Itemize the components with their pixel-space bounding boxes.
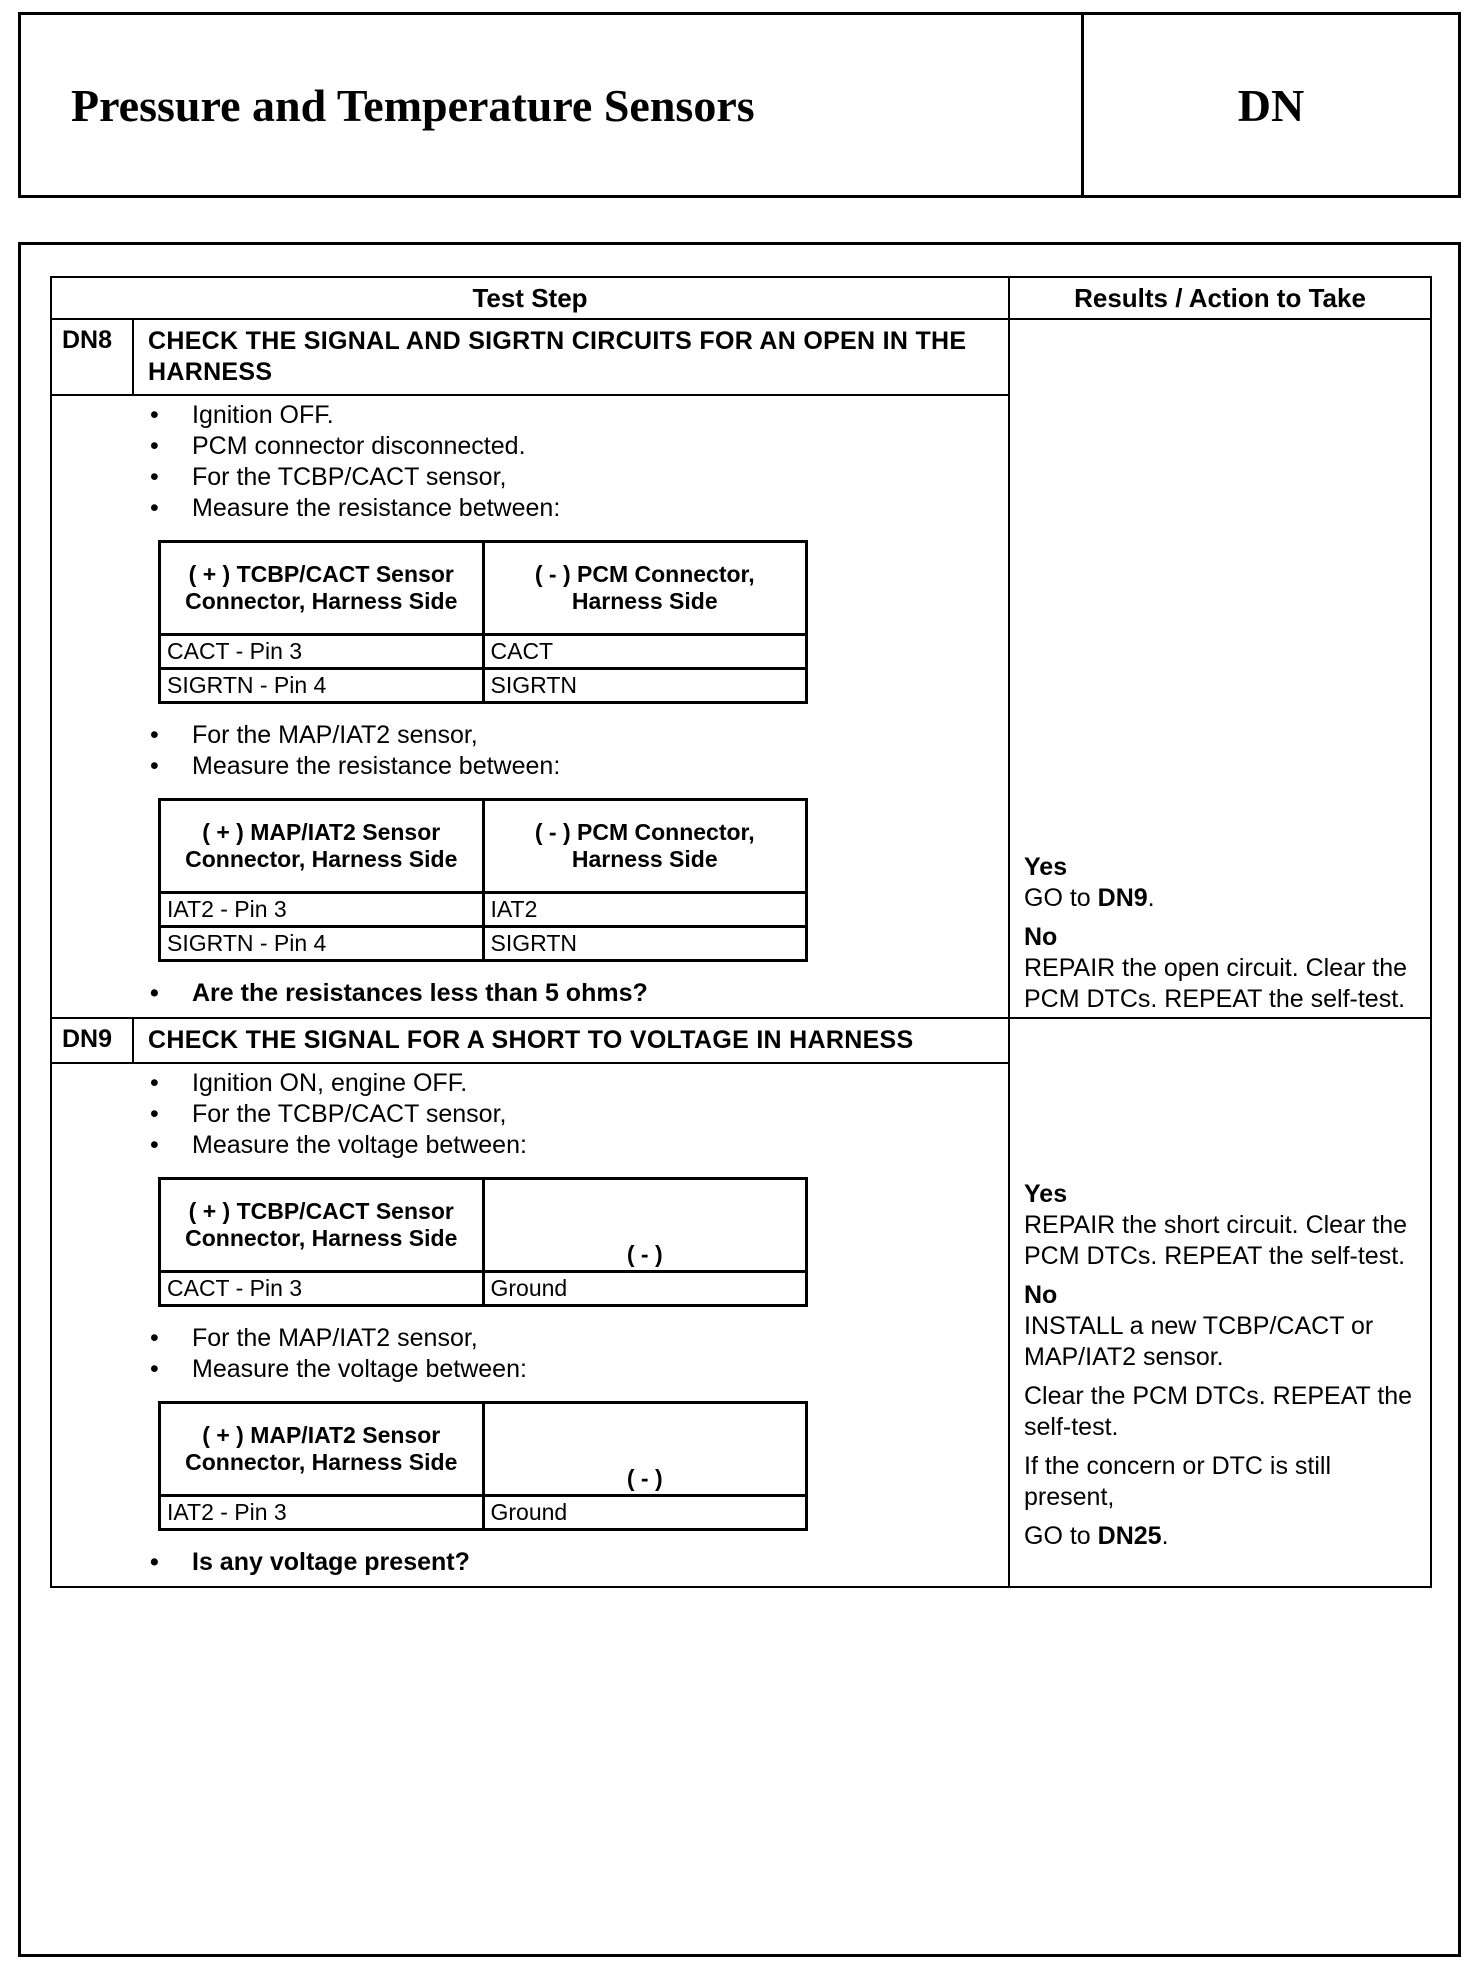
step-title: CHECK THE SIGNAL AND SIGRTN CIRCUITS FOR AN OPEN IN THE HARNESS [148,327,967,386]
pin-table [158,540,808,704]
list-item: • Measure the resistance between: [52,751,1008,782]
pin-table [158,1177,808,1307]
column-header-results: Results / Action to Take [1009,277,1431,319]
list-item: • Ignition ON, engine OFF. [52,1068,1008,1099]
results-cell [1009,1018,1431,1587]
pin-table-cell: Ground [483,1496,807,1530]
column-header-test-step: Test Step [51,277,1009,319]
section-code: DN [1237,79,1305,131]
step-id: DN8 [52,320,134,394]
step-id: DN9 [52,1019,134,1062]
pin-table-cell: SIGRTN - Pin 4 [160,669,484,703]
list-item: • For the MAP/IAT2 sensor, [52,720,1008,751]
question: • Is any voltage present? [52,1547,1008,1578]
no-action: INSTALL a new TCBP/CACT or MAP/IAT2 sensor. [1024,1312,1374,1371]
pin-table-header: ( + ) MAP/IAT2 Sensor Connector, Harness Side [160,1403,484,1496]
list-item: • Measure the resistance between: [52,493,1008,524]
pin-table [158,798,808,962]
no-action: If the concern or DTC is still present, [1024,1452,1332,1511]
pin-table-cell: IAT2 [483,893,807,927]
pin-table-header: ( - ) PCM Connector, Harness Side [483,542,807,635]
pin-table-cell: SIGRTN [483,669,807,703]
pin-table-header: ( + ) TCBP/CACT Sensor Connector, Harness Side [160,1179,484,1272]
step-cell [51,1018,1009,1587]
pin-table-cell: CACT - Pin 3 [160,635,484,669]
no-label: No [1024,1281,1058,1309]
pin-table-header: ( + ) MAP/IAT2 Sensor Connector, Harness Side [160,800,484,893]
results-cell [1009,319,1431,1018]
pin-table [158,1401,808,1531]
step-cell [51,319,1009,1018]
step-link[interactable]: DN25 [1097,1522,1162,1550]
table-row [51,1018,1431,1587]
step-title: CHECK THE SIGNAL FOR A SHORT TO VOLTAGE IN HARNESS [148,1026,914,1054]
pin-table-header: ( - ) PCM Connector, Harness Side [483,800,807,893]
pin-table-cell: CACT - Pin 3 [160,1272,484,1306]
pin-table-header: ( + ) TCBP/CACT Sensor Connector, Harness Side [160,542,484,635]
pin-table-header: ( - ) [483,1403,807,1496]
pin-table-cell: IAT2 - Pin 3 [160,893,484,927]
yes-action: REPAIR the short circuit. Clear the PCM DTCs. REPEAT the self-test. [1024,1211,1408,1270]
pin-table-cell: SIGRTN [483,927,807,961]
table-row [51,319,1431,1018]
question: • Are the resistances less than 5 ohms? [52,978,1008,1009]
page-header [18,12,1461,198]
pin-table-cell: IAT2 - Pin 3 [160,1496,484,1530]
pin-table-cell: SIGRTN - Pin 4 [160,927,484,961]
pin-table-cell: Ground [483,1272,807,1306]
diagnostic-table [50,276,1432,1588]
yes-action: GO to DN9. [1024,884,1155,912]
list-item: • PCM connector disconnected. [52,431,1008,462]
page-title: Pressure and Temperature Sensors [21,15,1084,195]
list-item: • For the TCBP/CACT sensor, [52,1099,1008,1130]
list-item: • Measure the voltage between: [52,1354,1008,1385]
step-link[interactable]: DN9 [1097,884,1148,912]
go-action: GO to DN25. [1024,1522,1169,1550]
pin-table-header: ( - ) [483,1179,807,1272]
list-item: • For the MAP/IAT2 sensor, [52,1323,1008,1354]
no-label: No [1024,923,1058,951]
list-item: • Measure the voltage between: [52,1130,1008,1161]
pin-table-cell: CACT [483,635,807,669]
yes-label: Yes [1024,1180,1068,1208]
no-action: Clear the PCM DTCs. REPEAT the self-test. [1024,1382,1413,1441]
list-item: • For the TCBP/CACT sensor, [52,462,1008,493]
no-action: REPAIR the open circuit. Clear the PCM DTCs. REPEAT the self-test. [1024,954,1408,1013]
list-item: • Ignition OFF. [52,400,1008,431]
yes-label: Yes [1024,853,1068,881]
